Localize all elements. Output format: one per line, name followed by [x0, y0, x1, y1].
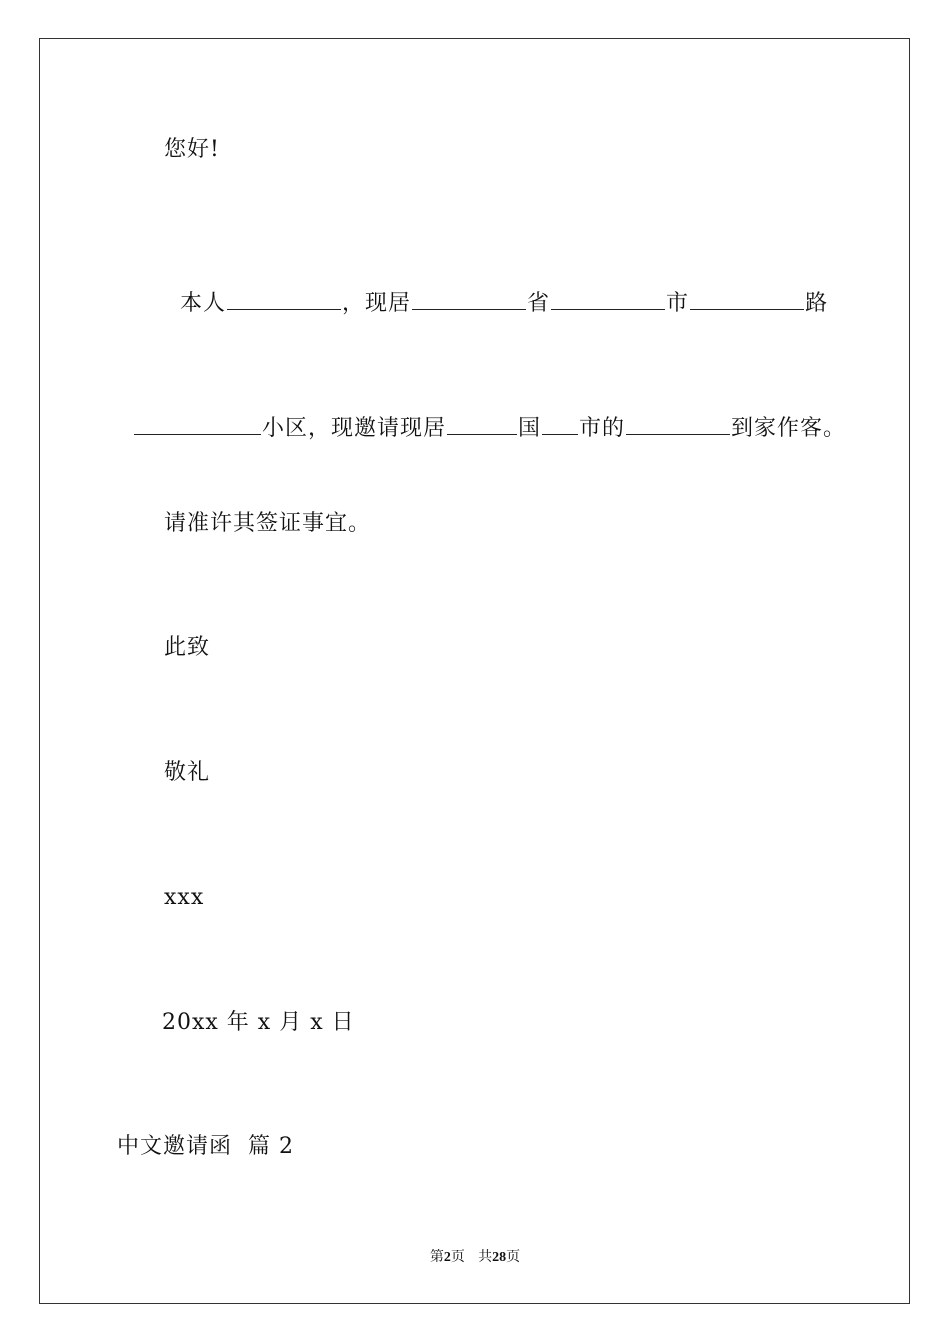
page-footer [0, 1248, 950, 1267]
text-province: 省 [527, 291, 551, 316]
blank-guest-name [626, 414, 730, 435]
footer-page-prefix: 第 [429, 1249, 444, 1265]
footer-current-page: 2 [443, 1250, 451, 1265]
greeting: 您好! [164, 137, 220, 162]
footer-total-suffix: 页 [506, 1249, 521, 1265]
footer-total-pages: 28 [492, 1250, 507, 1265]
closing-ci-zhi: 此致 [164, 635, 211, 660]
text-road: 路 [805, 291, 829, 316]
text-community-invite: 小区，现邀请现居 [262, 416, 447, 441]
text-residence: ，现居 [342, 291, 412, 316]
blank-country [447, 414, 517, 435]
section-title: 中文邀请函 篇 2 [117, 1134, 294, 1159]
letter-line-2 [117, 386, 846, 443]
blank-name [227, 289, 341, 310]
closing-jing-li: 敬礼 [164, 760, 211, 785]
visa-request: 请准许其签证事宜。 [164, 511, 372, 536]
blank-province [412, 289, 526, 310]
blank-road [690, 289, 804, 310]
text-city-of: 市的 [579, 416, 626, 441]
signature: xxx [164, 885, 205, 910]
text-visit: 到家作客。 [731, 416, 847, 441]
page-frame [39, 38, 910, 1304]
footer-page-suffix: 页 [450, 1249, 465, 1265]
footer-total-prefix: 共 [478, 1249, 493, 1265]
text-country: 国 [518, 416, 542, 441]
date: 20xx 年 x 月 x 日 [162, 1010, 355, 1035]
text-city: 市 [666, 291, 690, 316]
text-prefix: 本人 [180, 291, 227, 316]
blank-city [551, 289, 665, 310]
blank-foreign-city [542, 414, 578, 435]
blank-community [134, 414, 261, 435]
letter-line-1 [164, 261, 828, 318]
